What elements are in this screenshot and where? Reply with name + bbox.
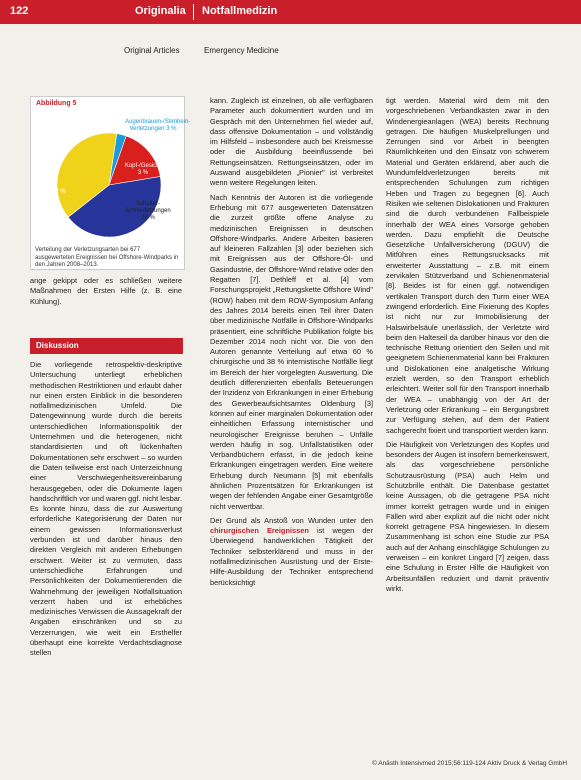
column-2 — [210, 96, 373, 756]
paragraph: Die vorliegende retrospektiv-deskriptive Untersuchung unterliegt erheblichen methodischen Restriktionen und erlaubt daher nur einen ersten Einblick in die besonderen notfallmedizinischen Umfeld. Die Datengewinnung wurde durch die bereits unterschiedlichen Informationspolitik der Unternehmen und die heterogenen, nicht standardisierten und oft lückenhaften Dokumentationen sehr erschwert – so wurden die Daten teilweise erst nach Unterzeichnung einer Verschwiegenheitsvereinbarung herausgegeben, oder die Dokumente lagen handschriftlich vor und waren ggf. nicht lesbar. Es konnte hinzu, dass die zur Auswertung erforderliche Kategorisierung der Daten nur einem gewissen Informationsverlust verbunden ist und darüber hinaus den direkten Vergleich mit anderen Erhebungen erschwert. Weiter ist zu vermuten, dass unterschiedliche Erfahrungen und Persönlichkeiten der Dokumentierenden die Wahrnehmung der jeweiligen Notfallsituation verzerrt haben und ist erhebliches medizinisches Verwissen die Aussagekraft der Angaben einschränken und so zu Verzerrungen, wie weit ein Ersthelfer überhaupt eine korrekte Verdachtsdiagnose stellen — [30, 360, 182, 658]
paragraph: tigt werden. Material wird dem mit den vorgeschriebenen Verbandkästen zwar in den Windenergieanlagen (WEA) bereits Rechnung getragen. Die häufigen Muskelprellungen und Zerrungen sind vor Arbeit in beengten Räumlichkeiten und den Einsatz von schwerem Material und Geräten erklärend, aber auch die Wundumfeldverletzungen bereits mit entsprechenden Schulungen zum richtigen Heben und Tragen zu begegnen [6]. Auch Risiken wie seltenen Dislokationen und Frakturen sind die durch verbundenen Fallbeispiele innerhalb der WEA eines Vorsorge gehoben werden. Dazu empfiehlt die Deutsche Gesetzliche Unfallversicherung (DGUV) die Mitführen eines Rettungsrucksacks mit erweiterter Ausstattung – z.B. mit einem zervikalen Stützverband und Schienenmaterial [8]. Beides ist für einen ggf. notwendigen vertikalen Transport durch den Turm einer WEA zwingend erforderlich. Eine Fixierung des Kopfes ist nicht nur zur Immobilisierung der Halswirbelsäule unerlässlich, der Verletzte wird beim den Halteseil da darüber hinaus vor den die technische Rettung orientiert den Seilen und mit geeignetem Schienenmaterial kann bei Frakturen und Dislokationen eine analgetische Wirkung erzielt werden, so den Transport erheblich erleichtert. Weiter soll für den Transport innerhalb der WEA – unabhängig von der Art der Verletzung oder Erkrankung – ein Bergungsbrett zur Verfügung stehen, auf dem der Patient sachgerecht fixiert und transportiert werden kann. — [386, 96, 549, 435]
pie-label-4: Schulter-Armverletzungen 38 % — [125, 201, 171, 221]
column-1-body — [30, 360, 182, 758]
subheader-right: Emergency Medicine — [204, 46, 279, 55]
page-header — [0, 0, 581, 24]
highlight-suffix: ist wegen der Überwiegend handwerklichen Tätigkeit der Techniker selbsterklärend und muss in der notfallmedizinischen Ausrüstung und der Erste-Hilfe-Ausbildung der Techniker entsprechend berücksichtigt — [210, 526, 373, 587]
figure — [30, 96, 191, 270]
paragraph: Nach Kenntnis der Autoren ist die vorliegende Erhebung mit 677 ausgewerteten Datensätzen die zurzeit größte offene Analyse zu medizinischen Ereignissen in deutschen Offshore-Windparks. Andere Arbeiten basieren auf kleineren Fallzahlen [3] oder beziehen sich mit Ereignissen aus der Offshore-Öl- und Gasindustrie, der Offshore-Wind relative oder den Regatten [7]. Dethleff et al. [4] vom Forschungsprojekt „Rettungskette Offshore Wind" (ROW) haben mit dem ROW-Symposium Anfang des Jahres 2014 bereits einen Teil ihrer Daten über medizinische Notfälle in Offshore-Windparks präsentiert, eine schriftliche Publikation folgte bis Dezember 2014 noch nicht vor. Die von den Autoren genannte Verteilung auf etwa 60 % chirurgische und 38 % internistische Notfälle liegt im Bereich der hier vorgelegten Auswertung. Die deutlich differenzierten ebenfalls Beteuerungen der Inzidenz von Erkrankungen in einer Erhebung des Gewerbeaufsichtsamtes Oldenburg [3] können auf einer marginalen Dokumentation oder einheitlichen Erfassung internistischer und neurologischer Ereignisse beruhen – Unfälle werden häufig in sog. Unfallstatistiken oder Verbandbüchern erfasst, in die jedoch keine Erkrankungen eingetragen werden. Eine weitere Erhebung durch Neumann [5] mit ebenfalls ähnlichen Prozentsätzen für Erkrankungen ist wegen der fehlenden Angabe einer Gesamtgröße nicht verwertbar. — [210, 192, 373, 511]
highlight-term: chirurgischen Ereignissen — [210, 526, 309, 536]
paragraph: ange gekippt oder es schließen weitere Maßnahmen der Ersten Hilfe (z. B. eine Kühlung). — [30, 276, 182, 306]
header-divider — [193, 4, 194, 20]
column-1-intro — [30, 276, 182, 334]
paragraph: kann. Zugleich ist einzelnen, ob alle verfügbaren Parameter auch dokumentiert wurden und im Gespräch mit den Unternehmen fiel wieder auf, dass offensive Dokumentation – und vollständig im Hilfsfeld – insbesondere auch bei Kreismesse oder die Ausbildung beeinflussende bei Rettungseinsätzen. Rettungseinsätzen, oder im Auswand ausgebildeten „Pionier" ist verbreitet wenn weitere Regelungen leiten. — [210, 96, 373, 188]
paragraph-highlighted — [210, 516, 373, 588]
section-label-de: Notfallmedizin — [202, 5, 278, 17]
section-title: Diskussion — [36, 341, 79, 350]
column-3 — [386, 96, 549, 756]
page-footer: © Anästh Intensivmed 2015;56:119-124 Aktiv Druck & Verlag GmbH — [372, 760, 568, 767]
section-label-en: Originalia — [135, 5, 186, 17]
highlight-prefix: Der Grund als Anstoß von Wunden unter den — [210, 515, 373, 525]
subheader-left: Original Articles — [124, 46, 180, 55]
paragraph: Die Häufigkeit von Verletzungen des Kopfes und besonders der Augen ist insofern bemerkenswert, als das vorgeschriebene persönliche Schutzausrüstung (PSA) auch Helm und Schutzbrille enthält. Die Datenbase gestattet keine Aussagen, ob die getragene PSA nicht immer korrekt getragen wurde und in einigen Fällen wird aber explizit auf die nicht oder nicht korrekt getragene PSA hingewiesen. In diesem Zusammenhang ist schon eine Studie zur PSA auch auf der Anhang einschlägige Schulungen zu verweisen – ein konkret Lingard [7] zeigen, dass eine Schulung in Erster Hilfe die Häufigkeit von Arbeitsunfällen reduziert und damit präventiv wirkt. — [386, 439, 549, 593]
figure-caption: Verteilung der Verletzungsarten bei 677 ausgewerteten Ereignissen bei Offshore-Windparks in den Jahren 2008–2013. — [35, 247, 179, 268]
pie-label-2: Kopf-/Gesicht 3 % — [124, 163, 162, 176]
pie-label-1: Augenbrauen-/Stirnbein-Verletzungen 3 % — [125, 119, 191, 132]
page-number: 122 — [10, 5, 29, 17]
figure-title: Abbildung 5 — [36, 100, 77, 107]
section-heading — [30, 338, 183, 354]
pie-label-3: Knie 42 % — [38, 189, 66, 195]
